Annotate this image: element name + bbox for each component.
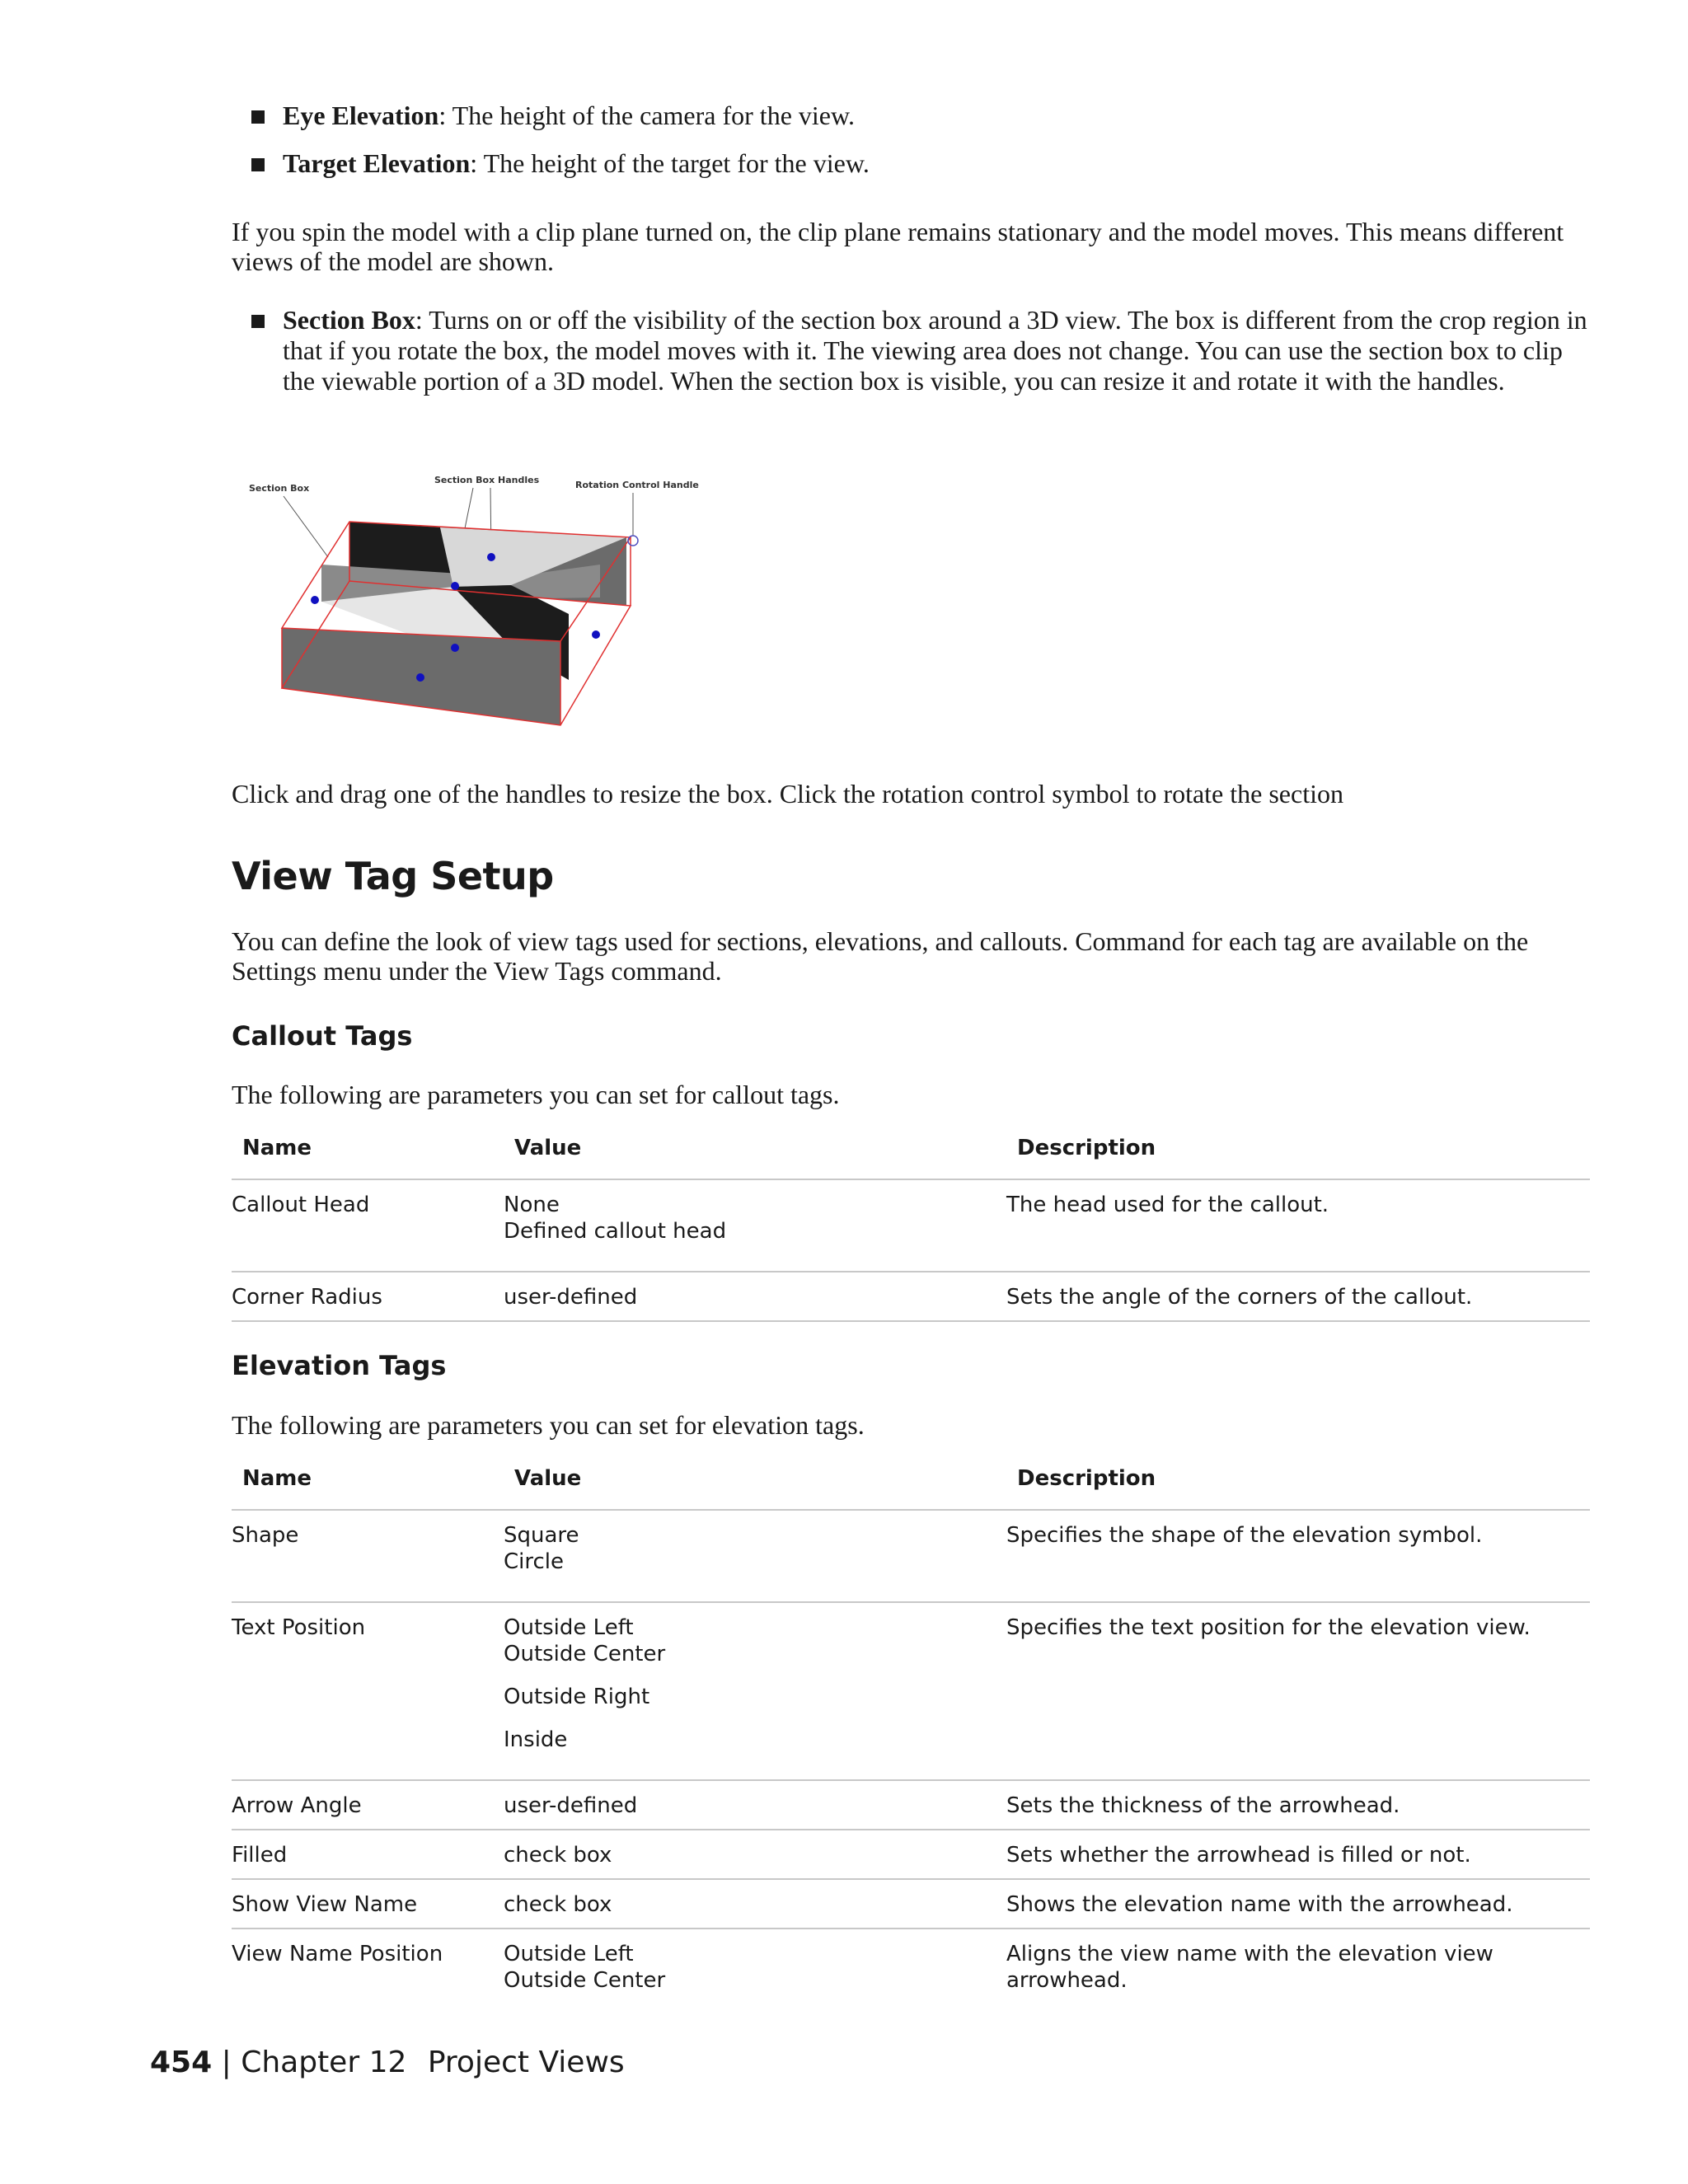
- cell-value: [504, 1522, 579, 1575]
- bullet-target-elevation: [251, 148, 1591, 179]
- cell-description: Shows the elevation name with the arrowhead.: [1006, 1892, 1513, 1917]
- bullet-square-icon: [251, 158, 265, 171]
- cell-name: Filled: [232, 1843, 288, 1868]
- cell-description: Sets whether the arrowhead is filled or not.: [1006, 1843, 1471, 1868]
- cell-value: [504, 1793, 637, 1819]
- table-header: [232, 1127, 1590, 1180]
- cell-description: Specifies the text position for the elevation view.: [1006, 1615, 1531, 1640]
- heading-elevation-tags: Elevation Tags: [232, 1350, 447, 1381]
- value-option: Inside: [504, 1727, 568, 1752]
- bullet-text: : The height of the camera for the view.: [438, 101, 856, 130]
- section-box-figure: [239, 470, 701, 742]
- cell-description: Aligns the view name with the elevation view arrowhead.: [1006, 1942, 1493, 1993]
- value-option: Defined callout head: [504, 1219, 727, 1244]
- cell-description: Specifies the shape of the elevation symbol.: [1006, 1523, 1483, 1548]
- handle-icon[interactable]: [416, 673, 424, 682]
- paragraph-callout-intro: The following are parameters you can set for callout tags.: [232, 1080, 840, 1109]
- value-option: None: [504, 1193, 560, 1217]
- bullet-term: Section Box: [283, 305, 415, 335]
- value-option: Outside Right: [504, 1685, 650, 1709]
- bullet-section-box: [251, 305, 1591, 396]
- figure-label-handles: Section Box Handles: [434, 475, 540, 485]
- paragraph-clip-plane: If you spin the model with a clip plane turned on, the clip plane remains stationary and the model moves. This means different views of the model are shown.: [232, 217, 1564, 276]
- bullet-list-section-box: [251, 305, 1591, 396]
- cell-value: [504, 1941, 665, 1994]
- value-option: user-defined: [504, 1285, 638, 1310]
- table-header: [232, 1458, 1590, 1511]
- cell-name: View Name Position: [232, 1942, 443, 1966]
- value-option: Circle: [504, 1549, 565, 1574]
- value-option: check box: [504, 1843, 612, 1868]
- cell-description: Sets the angle of the corners of the callout.: [1006, 1285, 1473, 1310]
- rotation-control-icon[interactable]: [628, 536, 638, 546]
- column-header-value: Value: [514, 1136, 582, 1160]
- bullet-square-icon: [251, 110, 265, 124]
- value-option: Outside Center: [504, 1968, 666, 1993]
- handle-icon[interactable]: [451, 582, 459, 590]
- elevation-tags-table: [232, 1458, 1590, 1995]
- table-row: [232, 1880, 1590, 1929]
- table-row: [232, 1511, 1590, 1603]
- table-row: [232, 1929, 1590, 1995]
- table-row: [232, 1830, 1590, 1880]
- table-row: [232, 1180, 1590, 1272]
- footer-chapter: Chapter 12: [241, 2046, 407, 2079]
- table-row: [232, 1272, 1590, 1322]
- handle-icon[interactable]: [487, 553, 495, 561]
- heading-view-tag-setup: View Tag Setup: [232, 854, 554, 898]
- cell-value: [504, 1284, 637, 1310]
- bullet-eye-elevation: [251, 101, 1591, 131]
- paragraph-elevation-intro: The following are parameters you can set for elevation tags.: [232, 1410, 865, 1440]
- bullet-term: Eye Elevation: [283, 101, 439, 130]
- cell-name: Show View Name: [232, 1892, 418, 1917]
- heading-callout-tags: Callout Tags: [232, 1020, 413, 1052]
- cell-value: [504, 1615, 665, 1753]
- cell-name: Shape: [232, 1523, 299, 1548]
- value-option: Outside Left: [504, 1942, 634, 1966]
- value-option: Outside Left: [504, 1615, 634, 1640]
- cell-value: [504, 1192, 726, 1244]
- figure-label-section-box: Section Box: [249, 483, 310, 494]
- column-header-name: Name: [242, 1466, 312, 1491]
- cell-description: Sets the thickness of the arrowhead.: [1006, 1793, 1400, 1818]
- cell-name: Arrow Angle: [232, 1793, 362, 1818]
- handle-icon[interactable]: [451, 644, 459, 652]
- value-option: Square: [504, 1523, 579, 1548]
- footer-separator: |: [221, 2046, 232, 2079]
- cell-description: The head used for the callout.: [1006, 1193, 1329, 1217]
- cell-name: Callout Head: [232, 1193, 370, 1217]
- value-option: check box: [504, 1892, 612, 1917]
- paragraph-view-tag: You can define the look of view tags used for sections, elevations, and callouts. Command for each tag are available on the Settings menu under the View Tags command.: [232, 926, 1529, 986]
- value-option: user-defined: [504, 1793, 638, 1818]
- page-number: 454: [150, 2046, 213, 2079]
- footer-chapter-title: Project Views: [427, 2046, 625, 2079]
- column-header-value: Value: [514, 1466, 582, 1491]
- bullet-text: : The height of the target for the view.: [470, 148, 870, 178]
- bullet-term: Target Elevation: [283, 148, 471, 178]
- table-row: [232, 1781, 1590, 1830]
- cell-value: [504, 1891, 612, 1918]
- callout-tags-table: [232, 1127, 1590, 1322]
- cell-name: Text Position: [232, 1615, 366, 1640]
- column-header-description: Description: [1017, 1136, 1156, 1160]
- paragraph-drag-handles: Click and drag one of the handles to resize the box. Click the rotation control symbol to rotate the section: [232, 779, 1343, 808]
- page-footer: [150, 2046, 625, 2079]
- value-option: Outside Center: [504, 1642, 666, 1666]
- table-row: [232, 1603, 1590, 1781]
- column-header-description: Description: [1017, 1466, 1156, 1491]
- figure-label-rotation: Rotation Control Handle: [575, 480, 699, 490]
- cell-name: Corner Radius: [232, 1285, 382, 1310]
- handle-icon[interactable]: [592, 630, 600, 639]
- cell-value: [504, 1842, 612, 1868]
- handle-icon[interactable]: [311, 596, 319, 604]
- bullet-list-elevation: [251, 101, 1591, 179]
- column-header-name: Name: [242, 1136, 312, 1160]
- bullet-text: : Turns on or off the visibility of the section box around a 3D view. The box is different from the crop region in that if you rotate the box, the model moves with it. The viewing area does not change. You can use the section box to clip the viewable portion of a 3D model. When the section box is visible, you can resize it and rotate it with the handles.: [283, 305, 1587, 396]
- bullet-square-icon: [251, 315, 265, 328]
